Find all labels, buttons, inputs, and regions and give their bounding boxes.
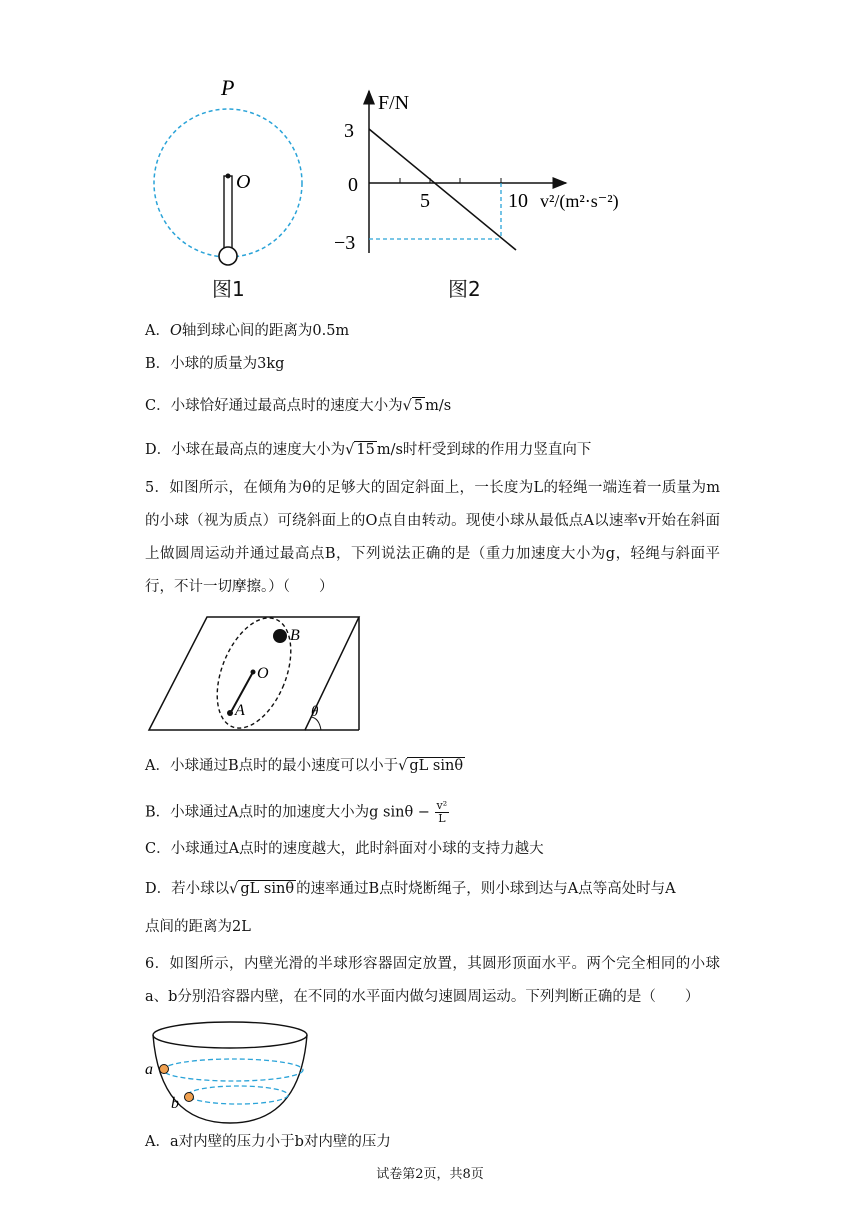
label-b: B: [290, 627, 300, 644]
q5-option-a: A．小球通过B点时的最小速度可以小于√ gL sinθ: [145, 758, 464, 774]
q4-option-c: C．小球恰好通过最高点时的速度大小为√ 5 m/s: [145, 398, 452, 414]
figure-2: [330, 85, 650, 260]
orbit-b: [188, 1086, 288, 1104]
y-tick-3: 3: [344, 120, 354, 142]
y-tick-0: 0: [348, 174, 358, 196]
label-b: b: [171, 1095, 179, 1112]
q4-option-a: A．O轴到球心间的距离为0.5m: [145, 323, 350, 339]
ball-b: [273, 629, 287, 643]
ball-a: [160, 1065, 169, 1074]
figure-1-caption: 图1: [212, 277, 245, 301]
label-o: O: [257, 665, 269, 682]
q6-option-a: A．a对内壁的压力小于b对内壁的压力: [145, 1134, 391, 1150]
q4-option-b: B．小球的质量为3kg: [145, 356, 285, 372]
label-a: a: [145, 1061, 153, 1078]
pivot-o: [226, 174, 231, 179]
x-axis-label: v²/(m²·s⁻²): [540, 191, 619, 211]
label-a: A: [235, 702, 245, 719]
ball: [219, 247, 237, 265]
q5-option-c: C．小球通过A点时的速度越大，此时斜面对小球的支持力越大: [145, 841, 544, 857]
x-tick-10: 10: [508, 190, 528, 212]
fraction: $\frac{\text{v²}}{L}$: [436, 799, 448, 825]
q5-option-d-cont: 点间的距离为2L: [145, 919, 251, 935]
y-axis-label: F/N: [378, 92, 410, 114]
y-tick-minus3: −3: [334, 232, 356, 254]
label-p: P: [221, 75, 235, 100]
rod: [224, 176, 232, 248]
q4-option-d: D．小球在最高点的速度大小为√ 15 m/s时杆受到球的作用力竖直向下: [145, 442, 592, 458]
q5-stem: 5．如图所示，在倾角为θ的足够大的固定斜面上，一长度为L的轻绳一端连着一质量为m的小球（视为质点）可绕斜面上的O点自由转动。现使小球从最低点A以速率v开始在斜面上做圆周运动并通过最高点B，下列说法正确的是（重力加速度大小为g，轻绳与斜面平行，不计一切摩擦。）（ ）: [145, 480, 720, 595]
ball-b: [185, 1093, 194, 1102]
point-o: [251, 670, 256, 675]
q5-option-b: B．小球通过A点时的加速度大小为g sinθ − $\frac{\text{v²}}{L}$: [145, 799, 448, 825]
q6-stem: 6．如图所示，内壁光滑的半球形容器固定放置，其圆形顶面水平。两个完全相同的小球a、b分别沿容器内壁，在不同的水平面内做匀速圆周运动。下列判断正确的是（ ）: [145, 956, 720, 1005]
ball-a: [227, 710, 233, 716]
page-footer: 试卷第2页，共8页: [376, 1167, 484, 1182]
label-theta: θ: [311, 704, 319, 720]
label-o: O: [236, 171, 251, 193]
figure-q6-bowl: [140, 1015, 320, 1125]
figure-1: [140, 70, 320, 305]
orbit-a: [163, 1059, 303, 1081]
bowl-rim: [153, 1022, 307, 1048]
q5-option-d: D．若小球以√ gL sinθ 的速率通过B点时烧断绳子，则小球到达与A点等高处时与A: [145, 881, 676, 897]
data-line: [369, 129, 516, 250]
figure-2-caption: 图2: [448, 277, 481, 301]
x-tick-5: 5: [420, 190, 430, 212]
figure-q5-incline: [145, 612, 370, 737]
